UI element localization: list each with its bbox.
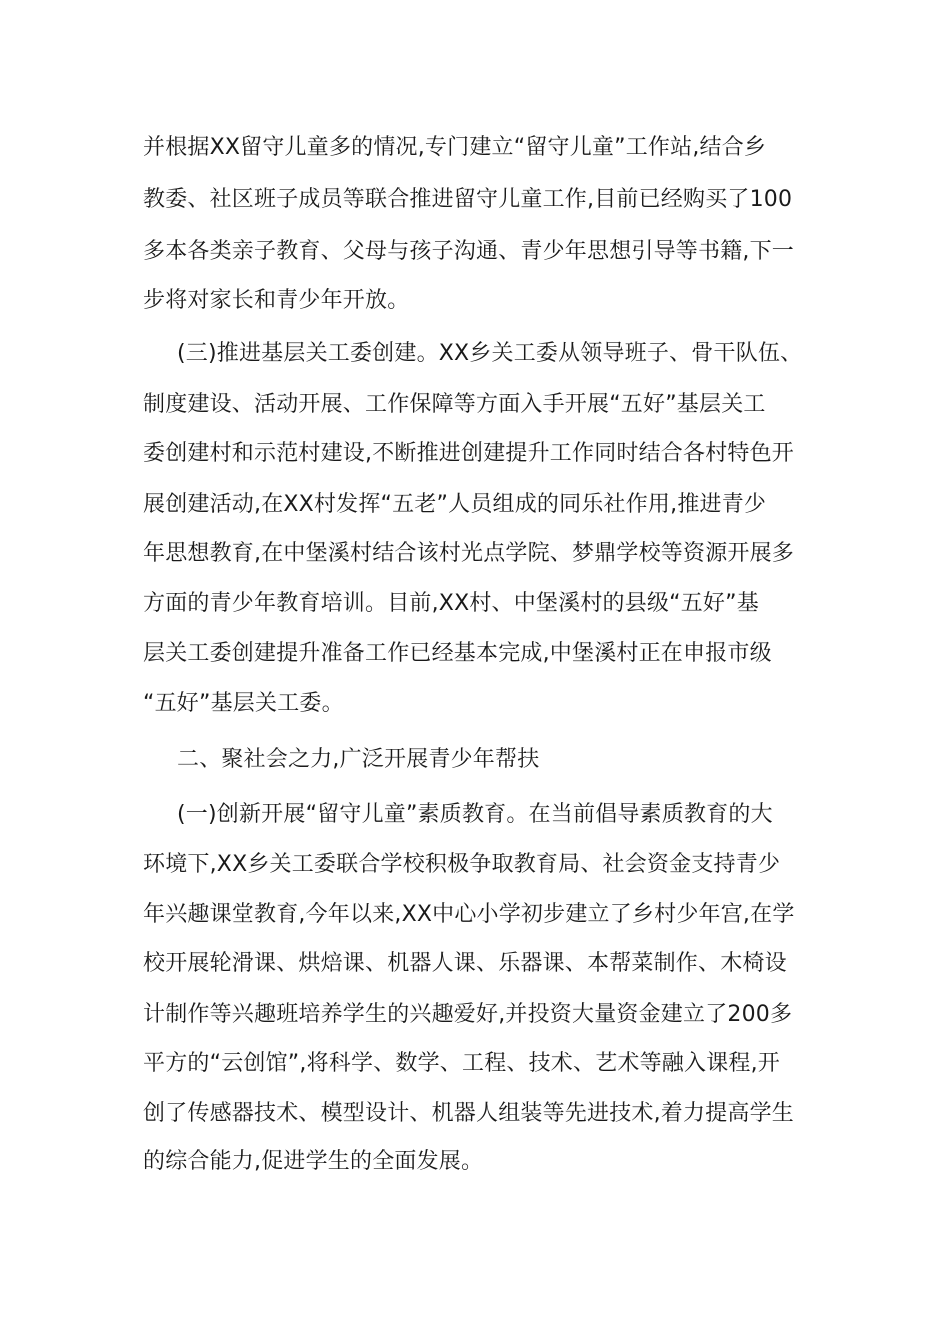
text-line: 层关工委创建提升准备工作已经基本完成,中堡溪村正在申报市级	[143, 641, 772, 666]
text-line: 平方的“云创馆”,将科学、数学、工程、技术、艺术等融入课程,开	[143, 1051, 780, 1076]
text-line: 方面的青少年教育培训。目前,XX村、中堡溪村的县级“五好”基	[143, 591, 759, 616]
text-line: 年兴趣课堂教育,今年以来,XX中心小学初步建立了乡村少年宫,在学	[143, 902, 795, 927]
text-line: 步将对家长和青少年开放。	[143, 288, 410, 313]
text-line: 多本各类亲子教育、父母与孩子沟通、青少年思想引导等书籍,下一	[143, 239, 794, 264]
text-line: 计制作等兴趣班培养学生的兴趣爱好,并投资大量资金建立了200多	[143, 1002, 793, 1027]
text-line: 年思想教育,在中堡溪村结合该村光点学院、梦鼎学校等资源开展多	[143, 541, 794, 566]
text-line: (三)推进基层关工委创建。XX乡关工委从领导班子、骨干队伍、	[177, 341, 803, 366]
text-line: 委创建村和示范村建设,不断推进创建提升工作同时结合各村特色开	[143, 441, 794, 466]
section-heading: 二、聚社会之力,广泛开展青少年帮扶	[177, 747, 540, 772]
text-line: 校开展轮滑课、烘焙课、机器人课、乐器课、本帮菜制作、木椅设	[143, 951, 787, 976]
text-line: 并根据XX留守儿童多的情况,专门建立“留守儿童”工作站,结合乡	[143, 135, 767, 160]
text-line: “五好”基层关工委。	[143, 691, 344, 716]
text-line: 展创建活动,在XX村发挥“五老”人员组成的同乐社作用,推进青少	[143, 492, 767, 517]
text-line: (一)创新开展“留守儿童”素质教育。在当前倡导素质教育的大	[177, 802, 773, 827]
text-line: 的综合能力,促进学生的全面发展。	[143, 1149, 484, 1174]
text-line: 制度建设、活动开展、工作保障等方面入手开展“五好”基层关工	[143, 392, 766, 417]
text-line: 环境下,XX乡关工委联合学校积极争取教育局、社会资金支持青少	[143, 852, 781, 877]
text-line: 创了传感器技术、模型设计、机器人组装等先进技术,着力提高学生	[143, 1101, 794, 1126]
text-line: 教委、社区班子成员等联合推进留守儿童工作,目前已经购买了100	[143, 187, 793, 212]
